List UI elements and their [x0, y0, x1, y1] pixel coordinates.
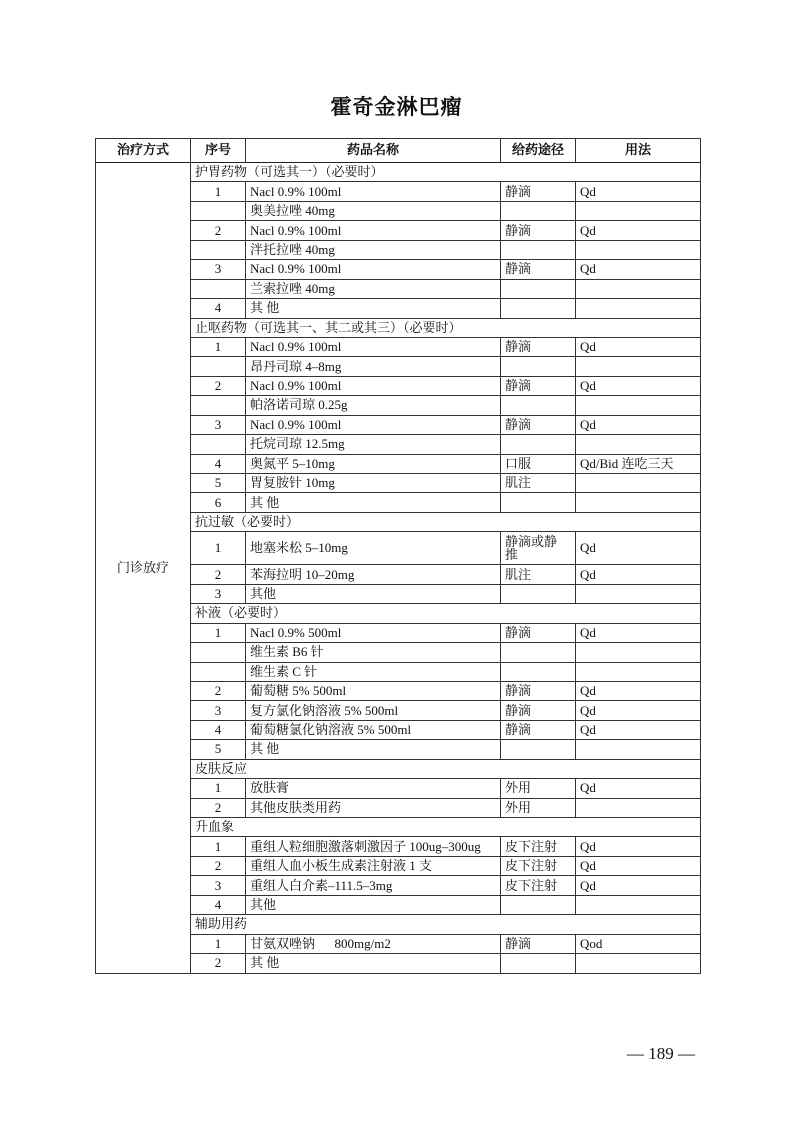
usage-cell: Qd	[576, 837, 701, 856]
index-cell: 2	[191, 221, 246, 240]
usage-cell: Qd	[576, 565, 701, 584]
drug-name-cell: 昂丹司琼 4–8mg	[246, 357, 501, 376]
drug-name-cell: 其他皮肤类用药	[246, 798, 501, 817]
usage-cell	[576, 201, 701, 220]
index-cell: 4	[191, 454, 246, 473]
route-cell	[501, 240, 576, 259]
route-cell: 肌注	[501, 474, 576, 493]
section-heading: 护胃药物（可选其一）（必要时）	[191, 163, 701, 182]
usage-cell	[576, 474, 701, 493]
index-cell: 3	[191, 415, 246, 434]
route-cell: 肌注	[501, 565, 576, 584]
index-cell: 6	[191, 493, 246, 512]
route-cell: 静滴	[501, 701, 576, 720]
index-cell: 1	[191, 623, 246, 642]
route-cell: 外用	[501, 798, 576, 817]
index-cell: 2	[191, 954, 246, 973]
drug-name-cell: 其 他	[246, 299, 501, 318]
index-cell: 2	[191, 798, 246, 817]
route-cell: 口服	[501, 454, 576, 473]
header-index: 序号	[191, 139, 246, 163]
usage-cell	[576, 798, 701, 817]
usage-cell: Qd	[576, 856, 701, 875]
drug-name-cell: 胃复胺针 10mg	[246, 474, 501, 493]
usage-cell: Qod	[576, 934, 701, 953]
usage-cell: Qd	[576, 532, 701, 565]
drug-name-cell: 托烷司琼 12.5mg	[246, 435, 501, 454]
drug-name-cell: 放肤膏	[246, 779, 501, 798]
index-cell: 2	[191, 681, 246, 700]
index-cell: 3	[191, 260, 246, 279]
usage-cell	[576, 240, 701, 259]
route-cell: 静滴	[501, 182, 576, 201]
section-heading: 皮肤反应	[191, 759, 701, 778]
drug-name-cell: 其他	[246, 584, 501, 603]
route-cell	[501, 662, 576, 681]
usage-cell	[576, 643, 701, 662]
drug-name-cell: Nacl 0.9% 100ml	[246, 182, 501, 201]
drug-name-cell: 地塞米松 5–10mg	[246, 532, 501, 565]
drug-name-cell: 其 他	[246, 740, 501, 759]
route-cell	[501, 643, 576, 662]
drug-name-cell: 泮托拉唑 40mg	[246, 240, 501, 259]
index-cell: 4	[191, 720, 246, 739]
drug-name-cell: Nacl 0.9% 100ml	[246, 337, 501, 356]
usage-cell: Qd	[576, 182, 701, 201]
route-cell	[501, 895, 576, 914]
index-cell	[191, 662, 246, 681]
drug-name-cell: 重组人血小板生成素注射液 1 支	[246, 856, 501, 875]
drug-name-cell: 其 他	[246, 954, 501, 973]
index-cell: 3	[191, 584, 246, 603]
drug-name-cell: Nacl 0.9% 100ml	[246, 415, 501, 434]
usage-cell: Qd	[576, 221, 701, 240]
route-cell	[501, 299, 576, 318]
usage-cell	[576, 357, 701, 376]
index-cell: 2	[191, 376, 246, 395]
index-cell: 1	[191, 934, 246, 953]
usage-cell: Qd	[576, 337, 701, 356]
route-cell: 静滴	[501, 221, 576, 240]
route-cell	[501, 201, 576, 220]
section-heading: 止呕药物（可选其一、其二或其三）（必要时）	[191, 318, 701, 337]
usage-cell: Qd	[576, 623, 701, 642]
drug-name-cell: 其他	[246, 895, 501, 914]
route-cell	[501, 740, 576, 759]
route-cell: 静滴	[501, 681, 576, 700]
header-drug-name: 药品名称	[246, 139, 501, 163]
drug-name-cell: Nacl 0.9% 100ml	[246, 376, 501, 395]
section-heading: 辅助用药	[191, 915, 701, 934]
index-cell: 3	[191, 701, 246, 720]
route-text: 静滴或静推	[505, 533, 558, 562]
index-cell: 3	[191, 876, 246, 895]
route-cell: 静滴	[501, 720, 576, 739]
route-cell: 静滴	[501, 260, 576, 279]
usage-cell: Qd	[576, 876, 701, 895]
usage-cell	[576, 493, 701, 512]
route-cell: 静滴	[501, 337, 576, 356]
index-cell: 2	[191, 856, 246, 875]
table-body	[96, 163, 701, 974]
route-cell: 静滴	[501, 415, 576, 434]
route-cell	[501, 584, 576, 603]
header-row	[96, 139, 701, 163]
usage-cell: Qd	[576, 701, 701, 720]
drug-name-cell: 葡萄糖氯化钠溶液 5% 500ml	[246, 720, 501, 739]
route-cell	[501, 396, 576, 415]
usage-cell	[576, 954, 701, 973]
route-cell: 静滴	[501, 934, 576, 953]
index-cell: 1	[191, 532, 246, 565]
page-title: 霍奇金淋巴瘤	[330, 95, 463, 119]
drug-name-cell: 维生素 B6 针	[246, 643, 501, 662]
index-cell: 1	[191, 182, 246, 201]
index-cell: 2	[191, 565, 246, 584]
section-heading: 抗过敏（必要时）	[191, 512, 701, 531]
route-cell	[501, 279, 576, 298]
index-cell	[191, 201, 246, 220]
usage-cell: Qd	[576, 415, 701, 434]
route-cell	[501, 493, 576, 512]
header-usage: 用法	[576, 139, 701, 163]
index-cell	[191, 435, 246, 454]
drug-name-cell: Nacl 0.9% 500ml	[246, 623, 501, 642]
header-route: 给药途径	[501, 139, 576, 163]
route-cell	[501, 357, 576, 376]
header-treatment: 治疗方式	[96, 139, 191, 163]
index-cell: 4	[191, 299, 246, 318]
index-cell: 1	[191, 779, 246, 798]
usage-cell	[576, 396, 701, 415]
drug-name-cell: Nacl 0.9% 100ml	[246, 260, 501, 279]
drug-name-cell: 复方氯化钠溶液 5% 500ml	[246, 701, 501, 720]
index-cell	[191, 240, 246, 259]
usage-cell: Qd/Bid 连吃三天	[576, 454, 701, 473]
drug-name-cell: 重组人白介素–111.5–3mg	[246, 876, 501, 895]
route-cell: 皮下注射	[501, 856, 576, 875]
route-cell	[501, 954, 576, 973]
usage-cell	[576, 662, 701, 681]
index-cell	[191, 279, 246, 298]
index-cell: 5	[191, 740, 246, 759]
route-cell: 皮下注射	[501, 837, 576, 856]
index-cell: 5	[191, 474, 246, 493]
index-cell: 1	[191, 337, 246, 356]
index-cell: 1	[191, 837, 246, 856]
section-heading: 升血象	[191, 818, 701, 837]
route-cell: 皮下注射	[501, 876, 576, 895]
section-heading: 补液（必要时）	[191, 604, 701, 623]
usage-cell	[576, 279, 701, 298]
usage-cell: Qd	[576, 720, 701, 739]
index-cell	[191, 643, 246, 662]
drug-name-cell: 帕洛诺司琼 0.25g	[246, 396, 501, 415]
index-cell	[191, 357, 246, 376]
route-cell: 外用	[501, 779, 576, 798]
usage-cell	[576, 299, 701, 318]
drug-name-cell: 葡萄糖 5% 500ml	[246, 681, 501, 700]
route-cell	[501, 532, 576, 565]
index-cell: 4	[191, 895, 246, 914]
table-header	[96, 139, 701, 163]
usage-cell: Qd	[576, 779, 701, 798]
route-cell: 静滴	[501, 623, 576, 642]
drug-name-cell: 苯海拉明 10–20mg	[246, 565, 501, 584]
usage-cell: Qd	[576, 376, 701, 395]
drug-name-cell: 奥美拉唑 40mg	[246, 201, 501, 220]
index-cell	[191, 396, 246, 415]
route-cell	[501, 435, 576, 454]
drug-name-cell: 奥氮平 5–10mg	[246, 454, 501, 473]
drug-name-cell: 其 他	[246, 493, 501, 512]
usage-cell	[576, 895, 701, 914]
usage-cell: Qd	[576, 681, 701, 700]
page-number: — 189 —	[627, 1044, 695, 1063]
drug-table	[95, 138, 701, 974]
usage-cell: Qd	[576, 260, 701, 279]
usage-cell	[576, 435, 701, 454]
drug-name-cell: 维生素 C 针	[246, 662, 501, 681]
drug-name-cell: 兰索拉唑 40mg	[246, 279, 501, 298]
treatment-cell: 门诊放疗	[96, 163, 191, 974]
usage-cell	[576, 740, 701, 759]
usage-cell	[576, 584, 701, 603]
drug-name-cell: Nacl 0.9% 100ml	[246, 221, 501, 240]
section-row	[96, 163, 701, 182]
drug-name-cell: 甘氨双唑钠 800mg/m2	[246, 934, 501, 953]
drug-name-cell: 重组人粒细胞激落刺激因子 100ug–300ug	[246, 837, 501, 856]
route-cell: 静滴	[501, 376, 576, 395]
